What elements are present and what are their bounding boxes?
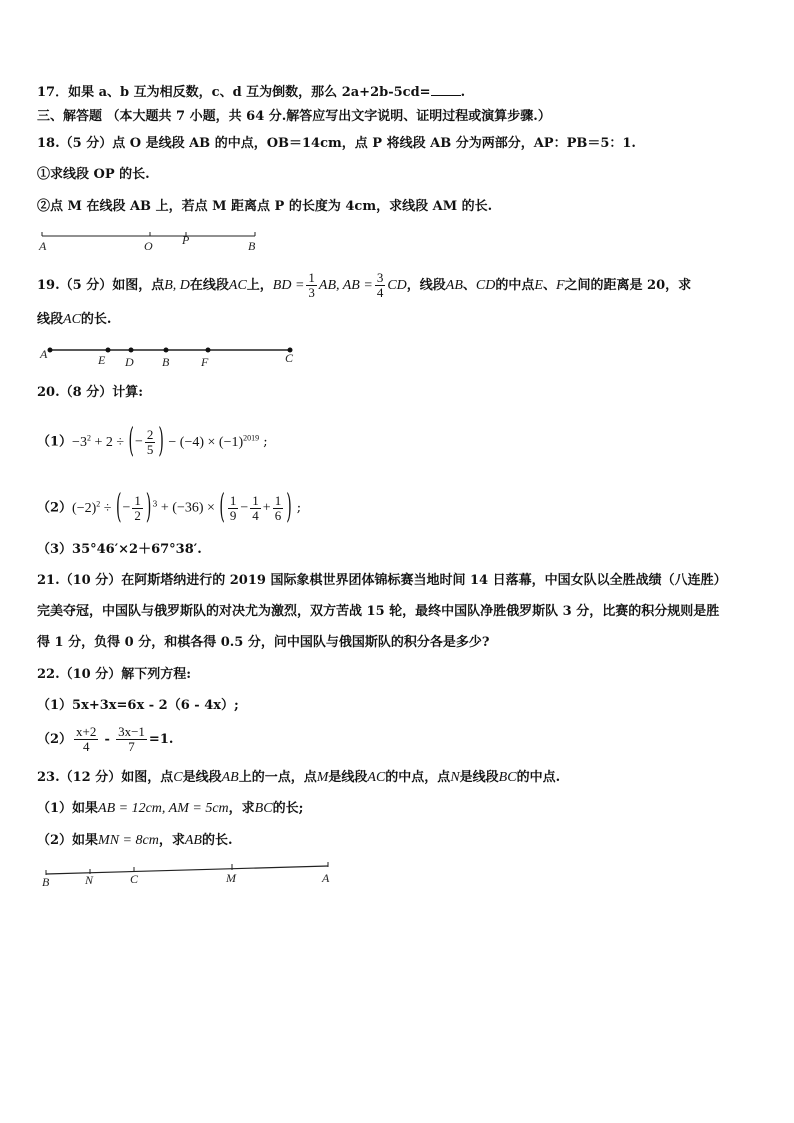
- question-20-stem: 20.（8 分）计算:: [37, 385, 143, 400]
- question-22-part2: （2） $\frac{x+2}{4}$ - $\frac{3x-1}{7}$ =1.: [37, 724, 174, 754]
- q19-label-f: F: [201, 355, 209, 369]
- q23-label-b: B: [42, 875, 50, 889]
- fraction-one-third: $\frac{1}{3}$: [308, 270, 315, 300]
- question-20-part1: $(1)-3^2 + 2$ ÷ (− $\frac{2}{5}$ ) − $(-4) \times (-1)^{2019}$ ;: [37, 422, 268, 462]
- q23-label-c: C: [130, 872, 139, 886]
- question-17: 17．如果 a、b 互为相反数，c、d 互为倒数，那么 2a+2b-5cd= .: [37, 85, 466, 100]
- q19-label-c: C: [285, 351, 294, 365]
- q19-label-a: A: [40, 347, 48, 361]
- question-20-part3: （3）35°46′×2＋67°38′.: [37, 542, 202, 557]
- answer-blank: [431, 83, 461, 96]
- fraction-three-quarters: $\frac{3}{4}$: [376, 270, 384, 300]
- question-18-part1: ①求线段 OP 的长.: [37, 167, 150, 182]
- question-22-stem: 22.（10 分）解下列方程:: [37, 667, 192, 682]
- question-21-line2: 完美夺冠，中国队与俄罗斯队的对决尤为激烈，双方苦战 15 轮，最终中国队净胜俄罗斯队 3 分，比赛的积分规则是胜: [37, 604, 720, 619]
- question-20-part2: $(2)(-2)^2$ ÷ (− $\frac{1}{2}$ )$^3$ + (−36) × ( $\frac{1}{9}$ − $\frac{1}{4}$ + $\frac{1}{6}$ ) ;: [37, 488, 302, 528]
- question-19-line1: 19.（5 分）如图，点B, D在线段AC上，BD = $\frac{1}{3}$ AB, AB = $\frac{3}{4}$ CD，线段AB、CD的中点E、F之间的距离是 20，求: [37, 270, 692, 300]
- q23-label-m: M: [226, 871, 236, 885]
- q19-label-d: D: [125, 355, 134, 369]
- question-21-line3: 得 1 分，负得 0 分，和棋各得 0.5 分，问中国队与俄国斯队的积分各是多少?: [37, 635, 490, 650]
- question-23-part1: （1）如果AB = 12cm, AM = 5cm，求BC的长;: [37, 801, 304, 816]
- q19-segment-figure: [36, 342, 306, 372]
- q23-segment-figure: [38, 860, 338, 890]
- question-22-part1: （1）5x+3x=6x - 2（6 - 4x）;: [37, 698, 239, 713]
- q18-label-o: O: [144, 239, 153, 253]
- question-18-part2: ②点 M 在线段 AB 上，若点 M 距离点 P 的长度为 4cm，求线段 AM 的长.: [37, 199, 493, 214]
- q18-label-a: A: [39, 239, 47, 253]
- q19-label-e: E: [98, 353, 106, 367]
- question-19-line2: 线段AC的长.: [37, 312, 112, 327]
- q18-segment-figure: [30, 226, 270, 256]
- question-21-line1: 21.（10 分）在阿斯塔纳进行的 2019 国际象棋世界团体锦标赛当地时间 14 日落幕，中国女队以全胜战绩（八连胜）: [37, 573, 727, 588]
- question-18-stem: 18.（5 分）点 O 是线段 AB 的中点，OB＝14cm，点 P 将线段 AB 分为两部分，AP：PB＝5：1.: [37, 136, 636, 151]
- q19-label-b: B: [162, 355, 170, 369]
- q18-label-p: P: [182, 233, 190, 247]
- q23-label-a: A: [322, 871, 330, 885]
- q18-label-b: B: [248, 239, 256, 253]
- question-23-part2: （2）如果MN = 8cm，求AB的长.: [37, 833, 233, 848]
- question-23-stem: 23.（12 分）如图，点C是线段AB上的一点，点M是线段AC的中点，点N是线段BC的中点.: [37, 770, 561, 785]
- section-header: 三、解答题 （本大题共 7 小题，共 64 分.解答应写出文字说明、证明过程或演算步骤.）: [37, 109, 551, 124]
- q23-label-n: N: [85, 873, 94, 887]
